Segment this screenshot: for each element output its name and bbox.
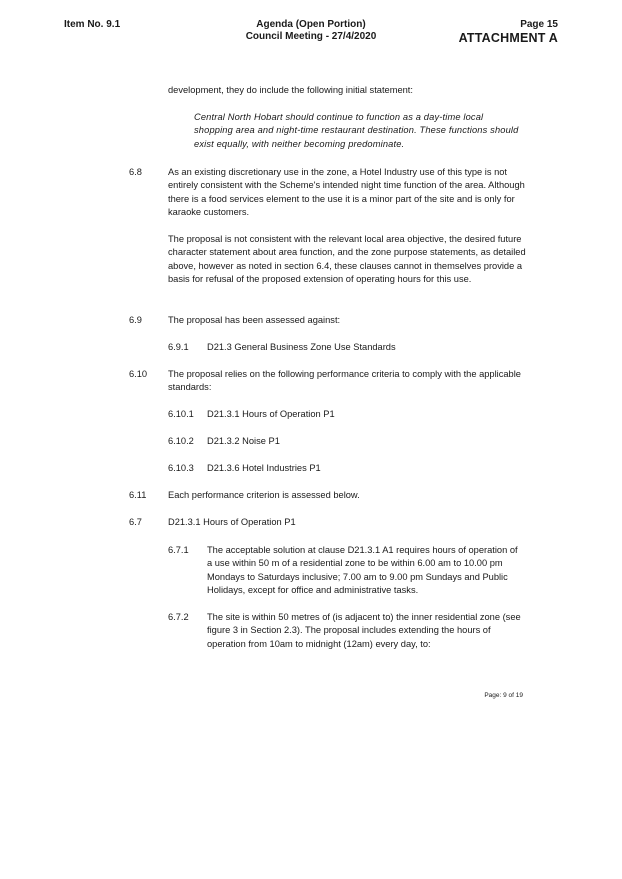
section-6-9-text: The proposal has been assessed against: bbox=[168, 315, 341, 325]
subsection-text: The site is within 50 metres of (is adjacent to) the inner residential zone (see figure 3 in Section 2.3). The proposal includes extending the hours of operation from 10am to midnight (12am) every day, to: bbox=[207, 612, 521, 649]
subsection-text: The acceptable solution at clause D21.3.1 A1 requires hours of operation of a use within 50 m of a residential zone to be within 6.00 am to 10.00 pm Mondays to Saturdays inclusive; 7.00 am to 9.00 pm Sundays and Public Holidays, except for office and administrative tasks. bbox=[207, 545, 518, 596]
section-6-10-text: The proposal relies on the following performance criteria to comply with the applicable standards: bbox=[168, 369, 521, 393]
section-6-7-heading: D21.3.1 Hours of Operation P1 bbox=[168, 517, 296, 527]
section-number-6-11: 6.11 bbox=[129, 490, 147, 500]
page-footer: Page: 9 of 19 bbox=[484, 692, 523, 699]
agenda-title: Agenda (Open Portion) bbox=[256, 19, 366, 30]
quoted-statement: Central North Hobart should continue to function as a day-time local shopping area and night-time restaurant destination. These functions should exist equally, with neither becoming predominate. bbox=[194, 112, 519, 149]
subsection-number: 6.10.1 bbox=[168, 409, 194, 419]
subsection-number: 6.7.2 bbox=[168, 612, 189, 622]
subsection-text: D21.3.6 Hotel Industries P1 bbox=[207, 463, 321, 473]
page-number: Page 15 bbox=[520, 19, 558, 30]
item-number: Item No. 9.1 bbox=[64, 19, 121, 30]
section-number-6-7: 6.7 bbox=[129, 517, 142, 527]
section-6-8-paragraph-2: The proposal is not consistent with the relevant local area objective, the desired future character statement about area function, and the zone purpose statements, as detailed above, however as noted in section 6.4, these clauses cannot in themselves provide a basis for refusal of the proposed extension of operating hours for this use. bbox=[168, 234, 526, 285]
attachment-label: ATTACHMENT A bbox=[458, 31, 558, 45]
subsection-number: 6.10.2 bbox=[168, 436, 194, 446]
section-6-8-paragraph-1: As an existing discretionary use in the zone, a Hotel Industry use of this type is not entirely consistent with the Scheme's intended night time function of the area. Although there is a food services element to the use it is a minor part of the site and is only for karaoke customers. bbox=[168, 167, 525, 218]
section-6-11-text: Each performance criterion is assessed below. bbox=[168, 490, 360, 500]
subsection-text: D21.3.1 Hours of Operation P1 bbox=[207, 409, 335, 419]
section-number-6-9: 6.9 bbox=[129, 315, 142, 325]
subsection-number: 6.9.1 bbox=[168, 342, 189, 352]
subsection-number: 6.10.3 bbox=[168, 463, 194, 473]
section-number-6-8: 6.8 bbox=[129, 167, 142, 177]
subsection-text: D21.3 General Business Zone Use Standards bbox=[207, 342, 396, 352]
intro-paragraph: development, they do include the following initial statement: bbox=[168, 85, 413, 95]
meeting-date: Council Meeting - 27/4/2020 bbox=[245, 31, 377, 42]
subsection-number: 6.7.1 bbox=[168, 545, 189, 555]
section-number-6-10: 6.10 bbox=[129, 369, 148, 379]
page-heading bbox=[459, 19, 558, 45]
subsection-text: D21.3.2 Noise P1 bbox=[207, 436, 280, 446]
